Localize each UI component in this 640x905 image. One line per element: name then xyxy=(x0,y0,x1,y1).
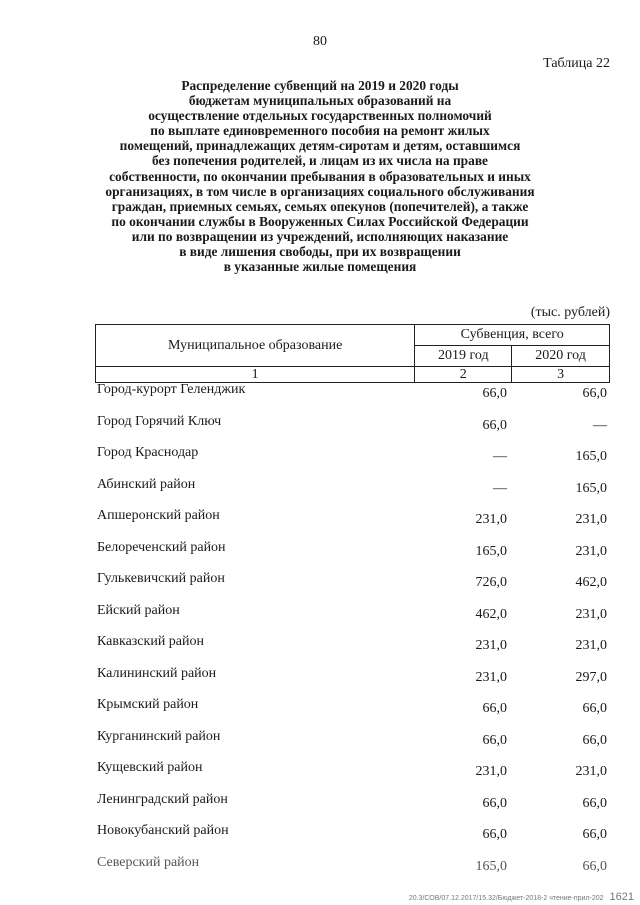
header-col-number-3: 3 xyxy=(512,367,610,383)
header-municipality: Муниципальное образование xyxy=(96,325,415,367)
table-row xyxy=(0,790,640,822)
value-2020: — xyxy=(593,417,607,433)
table-row xyxy=(0,853,640,885)
units-label: (тыс. рублей) xyxy=(530,305,610,320)
title-line: граждан, приемных семьях, семьях опекунов (попечителей), а также xyxy=(111,198,529,214)
header-col-number-2: 2 xyxy=(415,367,512,383)
title-line: в виде лишения свободы, при их возвращении xyxy=(179,244,461,260)
value-2020: 66,0 xyxy=(582,858,607,874)
table-row xyxy=(0,569,640,601)
value-2019: — xyxy=(493,480,507,496)
value-2019: 66,0 xyxy=(482,701,507,716)
table-row xyxy=(0,380,640,412)
municipality-name: Ленинградский район xyxy=(97,791,228,807)
value-2020: 66,0 xyxy=(582,732,607,748)
value-2019: 726,0 xyxy=(475,575,507,590)
municipality-name: Калининский район xyxy=(97,665,217,681)
municipality-name: Кущевский район xyxy=(97,760,203,775)
table-row xyxy=(0,538,640,570)
value-2020: 231,0 xyxy=(575,638,607,653)
header-col-number-1: 1 xyxy=(96,367,415,383)
value-2019: 462,0 xyxy=(475,606,507,622)
table-row xyxy=(0,695,640,727)
table-row xyxy=(0,821,640,853)
municipality-name: Курганинский район xyxy=(97,728,221,744)
title-line: по выплате единовременного пособия на ремонт жилых xyxy=(150,123,490,139)
municipality-name: Кавказский район xyxy=(97,634,205,649)
municipality-name: Северский район xyxy=(97,854,200,870)
value-2019: 231,0 xyxy=(475,512,507,527)
table-body xyxy=(0,380,640,884)
title-line: собственности, по окончании пребывания в образовательных и иных xyxy=(109,168,531,184)
municipality-name: Апшеронский район xyxy=(97,508,220,523)
value-2020: 231,0 xyxy=(575,512,607,527)
municipality-name: Город Краснодар xyxy=(97,445,199,460)
table-row xyxy=(0,475,640,507)
table-row xyxy=(0,601,640,633)
title-line: Распределение субвенций на 2019 и 2020 годы xyxy=(181,78,459,93)
page-number: 80 xyxy=(313,34,327,49)
value-2020: 66,0 xyxy=(582,827,607,842)
value-2019: 66,0 xyxy=(482,732,507,748)
value-2020: 66,0 xyxy=(582,701,607,716)
title-line: помещений, принадлежащих детям-сиротам и детям, оставшимся xyxy=(119,138,521,154)
header-year-2019: 2019 год xyxy=(415,346,512,367)
value-2019: 165,0 xyxy=(475,543,507,559)
municipality-name: Белореченский район xyxy=(97,539,226,555)
value-2020: 165,0 xyxy=(575,449,607,464)
table-row xyxy=(0,412,640,444)
value-2019: — xyxy=(493,449,507,464)
title-line: организациях, в том числе в организациях социального обслуживания xyxy=(105,183,535,199)
title-line: или по возвращении из учреждений, исполняющих наказание xyxy=(131,228,509,244)
value-2019: 231,0 xyxy=(475,669,507,685)
value-2020: 231,0 xyxy=(575,606,607,622)
title-line: бюджетам муниципальных образований на xyxy=(188,93,452,109)
value-2020: 66,0 xyxy=(582,386,607,401)
value-2019: 165,0 xyxy=(475,858,507,874)
value-2020: 231,0 xyxy=(575,764,607,779)
table-row xyxy=(0,632,640,664)
value-2019: 231,0 xyxy=(475,638,507,653)
header-year-2020: 2020 год xyxy=(512,346,610,367)
table-row xyxy=(0,506,640,538)
value-2019: 66,0 xyxy=(482,386,507,401)
document-code-footer xyxy=(409,891,634,903)
title-line: осуществление отдельных государственных полномочий xyxy=(148,108,492,124)
municipality-name: Новокубанский район xyxy=(97,823,229,838)
header-subvention-total: Субвенция, всего xyxy=(415,325,610,346)
municipality-name: Город Горячий Ключ xyxy=(97,413,222,429)
municipality-name: Крымский район xyxy=(97,697,199,712)
title-line: в указанные жилые помещения xyxy=(223,259,417,275)
value-2020: 165,0 xyxy=(575,480,607,496)
title-line: без попечения родителей, и лицам из их числа на праве xyxy=(151,153,488,169)
municipality-name: Город-курорт Геленджик xyxy=(97,382,246,397)
value-2019: 66,0 xyxy=(482,795,507,811)
table-label: Таблица 22 xyxy=(543,56,610,71)
value-2019: 66,0 xyxy=(482,417,507,433)
municipality-name: Гулькевичский район xyxy=(97,571,225,586)
table-row xyxy=(0,443,640,475)
table-row xyxy=(0,727,640,759)
page-stamp: 1621 xyxy=(609,891,634,903)
value-2019: 66,0 xyxy=(482,827,507,842)
value-2020: 297,0 xyxy=(575,669,607,685)
value-2020: 231,0 xyxy=(575,543,607,559)
value-2020: 462,0 xyxy=(575,575,607,590)
table-header xyxy=(95,324,610,383)
municipality-name: Абинский район xyxy=(97,476,196,492)
table-row xyxy=(0,758,640,790)
value-2020: 66,0 xyxy=(582,795,607,811)
value-2019: 231,0 xyxy=(475,764,507,779)
title-line: по окончании службы в Вооруженных Силах Российской Федерации xyxy=(111,213,529,229)
table-row xyxy=(0,664,640,696)
document-title xyxy=(60,78,580,274)
document-code: 20.3/СОВ/07.12.2017/15.32/Бюджет-2018-2 чтение-прил-202 xyxy=(408,895,604,902)
municipality-name: Ейский район xyxy=(97,602,180,618)
